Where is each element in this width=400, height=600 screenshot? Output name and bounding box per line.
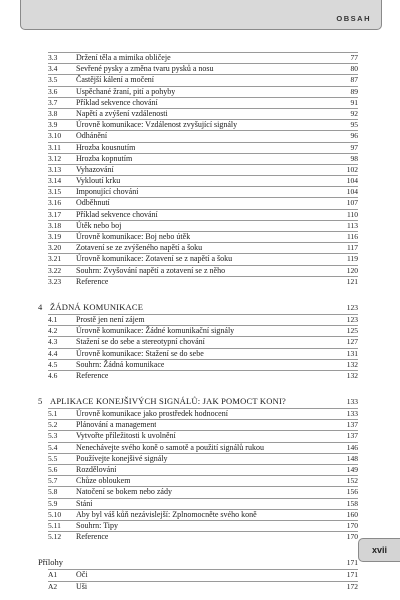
toc-entry	[0, 97, 400, 108]
entry-page: 107	[346, 198, 358, 208]
chapter-title: ŽÁDNÁ KOMUNIKACE	[50, 301, 144, 312]
toc-entry	[0, 430, 400, 441]
entry-title: Prostě jen není zájem	[76, 314, 145, 324]
entry-number: 5.7	[48, 476, 58, 486]
entry-page: 89	[350, 86, 358, 96]
header-bar	[20, 0, 382, 30]
entry-number: 3.15	[48, 187, 62, 197]
toc-entry	[0, 325, 400, 336]
entry-title: Hrozba kousnutím	[76, 142, 136, 152]
entry-page: 158	[346, 498, 358, 508]
toc-entry	[0, 52, 400, 63]
toc-entry	[0, 108, 400, 119]
entry-title: Úrovně komunikace: Boj nebo útěk	[76, 232, 191, 241]
entry-page: 133	[346, 409, 358, 419]
entry-page: 171	[346, 570, 358, 580]
entry-title: Úrovně komunikace: Stažení se do sebe	[76, 348, 204, 358]
toc-entry	[0, 242, 400, 253]
entry-title: Odběhnutí	[76, 198, 110, 208]
toc-entry	[0, 569, 400, 580]
entry-page: 120	[346, 265, 358, 275]
page-number: xvii	[371, 545, 387, 555]
toc-entry	[0, 86, 400, 97]
entry-title: Uši	[76, 581, 88, 591]
entry-number: 5.10	[48, 509, 62, 519]
entry-page: 132	[346, 359, 358, 369]
entry-title: Souhrn: Zvyšování napětí a zotavení se z něho	[76, 265, 226, 275]
toc-entry	[0, 486, 400, 497]
entry-page: 127	[346, 337, 358, 347]
entry-page: 117	[347, 243, 358, 253]
entry-page: 97	[350, 142, 358, 152]
toc-entry	[0, 475, 400, 486]
entry-number: 3.6	[48, 86, 58, 96]
entry-title: Úrovně komunikace: Vzdálenost zvyšující signály	[76, 120, 238, 130]
entry-number: 3.17	[48, 209, 62, 219]
toc-entry	[0, 265, 400, 276]
toc-entry	[0, 531, 400, 542]
toc-entry	[0, 119, 400, 130]
entry-number: 5.11	[48, 520, 61, 530]
toc-entry	[0, 153, 400, 164]
entry-number: A1	[48, 570, 58, 580]
row-divider	[48, 569, 358, 570]
toc-entry	[0, 142, 400, 153]
entry-page: 116	[347, 232, 358, 241]
entry-title: Reference	[76, 276, 109, 286]
entry-number: 5.4	[48, 442, 58, 452]
entry-title: Držení těla a mimika obličeje	[76, 53, 171, 62]
entry-number: 3.16	[48, 198, 62, 208]
entry-number: 3.11	[48, 142, 61, 152]
entry-number: 4.5	[48, 359, 58, 369]
entry-page: 131	[346, 348, 358, 358]
chapter-4-sections	[0, 314, 400, 381]
chapter-4-heading	[0, 301, 400, 314]
entry-number: 3.4	[48, 64, 58, 74]
chapter-page: 123	[346, 302, 358, 312]
entry-page: 152	[346, 476, 358, 486]
chapter-title: APLIKACE KONEJŠIVÝCH SIGNÁLŮ: JAK POMOCT KONI?	[50, 396, 286, 407]
entry-page: 91	[350, 97, 358, 107]
entry-number: 4.2	[48, 326, 58, 336]
toc-entry	[0, 197, 400, 208]
entry-page: 113	[347, 220, 358, 230]
toc-entry	[0, 276, 400, 287]
toc-entry	[0, 253, 400, 264]
entry-page: 160	[346, 509, 358, 519]
entry-number: 3.14	[48, 176, 62, 186]
toc-entry	[0, 453, 400, 464]
entry-page: 92	[350, 108, 358, 118]
entry-number: 3.23	[48, 276, 62, 286]
entry-title: Vytvořte příležitosti k uvolnění	[76, 431, 176, 441]
entry-title: Hrozba kopnutím	[76, 153, 133, 163]
entry-number: 3.9	[48, 120, 58, 130]
entry-number: 4.6	[48, 370, 58, 380]
toc-entry	[0, 370, 400, 381]
row-divider	[48, 581, 358, 582]
entry-page: 98	[350, 153, 358, 163]
entry-page: 104	[346, 187, 358, 197]
entry-title: Souhrn: Žádná komunikace	[76, 359, 165, 369]
entry-number: 5.12	[48, 532, 62, 542]
chapter-5-heading	[0, 395, 400, 408]
entry-page: 96	[350, 131, 358, 141]
entry-title: Úrovně komunikace jako prostředek hodnocení	[76, 409, 228, 419]
entry-title: Úrovně komunikace: Žádné komunikační signály	[76, 326, 235, 336]
toc-entry	[0, 498, 400, 509]
appendix-items	[0, 569, 400, 591]
entry-title: Chůze obloukem	[76, 476, 131, 486]
sections-top-list	[0, 52, 400, 287]
toc-entry	[0, 220, 400, 231]
entry-number: 5.5	[48, 453, 58, 463]
entry-title: Oči	[76, 570, 88, 580]
entry-title: Natočení se bokem nebo zády	[76, 487, 172, 497]
entry-title: Odhánění	[76, 131, 108, 141]
entry-number: 3.19	[48, 232, 62, 241]
toc-entry	[0, 314, 400, 325]
entry-number: 5.9	[48, 498, 58, 508]
toc-entry	[0, 175, 400, 186]
entry-page: 146	[346, 442, 358, 452]
toc-entry	[0, 336, 400, 347]
entry-number: 3.8	[48, 108, 58, 118]
entry-number: A2	[48, 581, 58, 591]
entry-title: Stažení se do sebe a stereotypní chování	[76, 337, 205, 347]
entry-title: Nenechávejte svého koně o samotě a použití signálů rukou	[76, 442, 264, 452]
entry-number: 3.10	[48, 131, 62, 141]
chapter-page: 133	[346, 397, 358, 407]
entry-title: Častější kálení a močení	[76, 75, 154, 85]
table-of-contents	[0, 52, 400, 592]
entry-page: 170	[346, 520, 358, 530]
entry-number: 4.1	[48, 314, 58, 324]
entry-page: 110	[347, 209, 358, 219]
toc-entry	[0, 509, 400, 520]
entry-title: Rozdělování	[76, 465, 117, 474]
entry-number: 3.21	[48, 254, 62, 264]
chapter-number: 4	[38, 301, 43, 312]
entry-title: Používejte konejšivé signály	[76, 453, 168, 463]
toc-entry	[0, 348, 400, 359]
toc-entry	[0, 581, 400, 592]
entry-title: Imponující chování	[76, 187, 139, 197]
toc-entry	[0, 442, 400, 453]
entry-number: 3.20	[48, 243, 62, 253]
appendix-page: 171	[346, 558, 358, 568]
entry-number: 5.2	[48, 420, 58, 430]
chapter-number: 5	[38, 396, 43, 407]
entry-page: 104	[346, 176, 358, 186]
entry-number: 3.12	[48, 153, 62, 163]
entry-title: Úrovně komunikace: Zotavení se z napětí a šoku	[76, 254, 233, 264]
toc-entry	[0, 164, 400, 175]
toc-entry	[0, 231, 400, 242]
entry-number: 5.3	[48, 431, 58, 441]
entry-page: 121	[346, 276, 358, 286]
entry-number: 5.1	[48, 409, 58, 419]
entry-title: Příklad sekvence chování	[76, 209, 158, 219]
row-divider	[48, 498, 358, 499]
entry-title: Napětí a zvýšení vzdálenosti	[76, 108, 168, 118]
entry-number: 4.4	[48, 348, 58, 358]
toc-entry	[0, 130, 400, 141]
entry-number: 4.3	[48, 337, 58, 347]
entry-title: Zotavení se ze zvýšeného napětí a šoku	[76, 243, 203, 253]
entry-page: 172	[346, 581, 358, 591]
header-title: OBSAH	[336, 14, 371, 23]
entry-number: 3.7	[48, 97, 58, 107]
appendix-title: Přílohy	[38, 557, 64, 568]
entry-title: Vyhazování	[76, 164, 114, 174]
entry-number: 3.22	[48, 265, 62, 275]
chapter-5-sections	[0, 408, 400, 542]
entry-page: 148	[346, 453, 358, 463]
toc-entry	[0, 209, 400, 220]
entry-page: 87	[350, 75, 358, 85]
entry-number: 5.6	[48, 465, 58, 474]
entry-page: 137	[346, 431, 358, 441]
entry-title: Reference	[76, 370, 109, 380]
toc-entry	[0, 419, 400, 430]
toc-entry	[0, 63, 400, 74]
entry-page: 95	[350, 120, 358, 130]
toc-entry	[0, 359, 400, 370]
toc-entry	[0, 74, 400, 85]
entry-title: Aby byl váš kůň nezávislejší: Zplnomocněte svého koně	[76, 509, 257, 519]
entry-page: 119	[347, 254, 358, 264]
entry-page: 170	[346, 532, 358, 542]
entry-page: 132	[346, 370, 358, 380]
entry-page: 123	[346, 314, 358, 324]
toc-entry	[0, 520, 400, 531]
entry-page: 125	[346, 326, 358, 336]
entry-page: 102	[346, 164, 358, 174]
entry-page: 137	[346, 420, 358, 430]
entry-page: 149	[346, 465, 358, 474]
entry-number: 3.13	[48, 164, 62, 174]
page-number-tab	[358, 538, 400, 562]
entry-title: Sevřené pysky a změna tvaru pysků a nosu	[76, 64, 214, 74]
appendix-heading	[0, 556, 400, 569]
entry-page: 77	[350, 53, 358, 62]
entry-number: 5.8	[48, 487, 58, 497]
entry-number: 3.18	[48, 220, 62, 230]
toc-entry	[0, 186, 400, 197]
entry-number: 3.3	[48, 53, 58, 62]
toc-entry	[0, 408, 400, 419]
entry-number: 3.5	[48, 75, 58, 85]
entry-title: Stání	[76, 498, 93, 508]
entry-title: Vykloutí krku	[76, 176, 121, 186]
entry-title: Útěk nebo boj	[76, 220, 122, 230]
toc-entry	[0, 464, 400, 475]
entry-title: Souhrn: Tipy	[76, 520, 119, 530]
entry-page: 80	[350, 64, 358, 74]
entry-title: Reference	[76, 532, 109, 542]
entry-title: Uspěchané žraní, pití a pohyby	[76, 86, 176, 96]
entry-title: Plánování a management	[76, 420, 157, 430]
entry-page: 156	[346, 487, 358, 497]
entry-title: Příklad sekvence chování	[76, 97, 158, 107]
